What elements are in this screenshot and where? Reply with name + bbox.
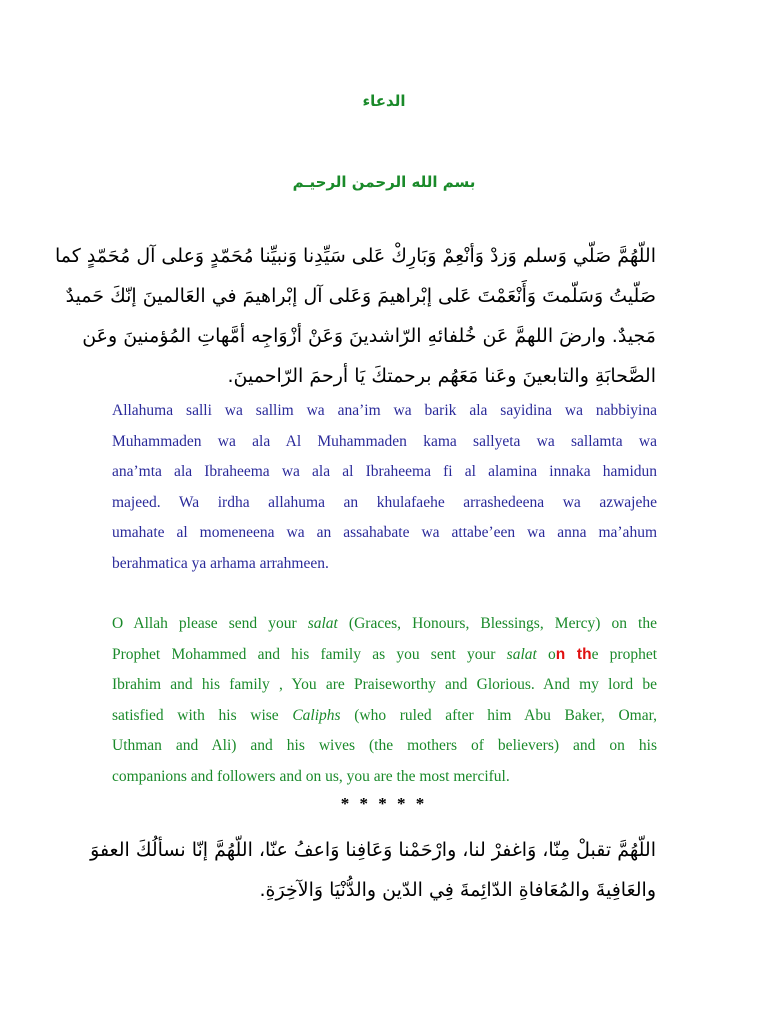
arabic-prayer [55,236,656,396]
arabic-dua-line: اللّهُمَّ تقبلْ مِنّا، وَاغفرْ لنا، وارْحَمْنا وَعَافِنا وَاعفُ عنّا، اللّهُمَّ إنّا نسألُكَ العفوَ [90,839,656,861]
transliteration-line: ana’mta ala Ibraheema wa ala al Ibraheema fi al alamina innaka hamidun [112,463,657,480]
caliphs-term: Caliphs [292,706,341,724]
english-line: Uthman and Ali) and his wives (the mothers of believers) and on his [112,737,657,754]
arabic-prayer-line: الصَّحابَةِ والتابعينَ وعَنا مَعَهُم برحمتكَ يَا أرحمَ الرّاحمينَ. [227,365,656,387]
red-highlight-text: n th [555,645,592,663]
transliteration-line: majeed. Wa irdha allahuma an khulafaehe arrashedeena wa azwajehe [112,493,657,511]
arabic-prayer-line: صَلّيتُ وَسَلّمتَ وَأَنْعَمْتَ عَلى إبْراهيمَ وَعَلى آل إبْراهيمَ في العَالمينَ إنّكَ حَميدٌ [65,285,656,307]
transliteration-line: umahate al momeneena wa an assahabate wa attabe’een wa anna ma’ahum [112,524,657,541]
arabic-prayer-line: اللّهُمَّ صَلّي وَسلم وَزدْ وَأنْعِمْ وَبَارِكْ عَلى سَيِّدِنا وَنبيِّنا مُحَمّدٍ وَعلى آل مُحَمّدٍ كما [55,245,656,267]
english-line: O Allah please send your salat (Graces, Honours, Blessings, Mercy) on the [112,615,657,632]
section-separator: * * * * * [340,794,428,813]
english-line: Ibrahim and his family , You are Praiseworthy and Glorious. And my lord be [112,676,657,693]
english-line: satisfied with his wise Caliphs (who ruled after him Abu Baker, Omar, [112,706,657,724]
salat-term: salat [506,645,537,663]
arabic-dua [90,830,656,910]
transliteration-line: berahmatica ya arhama arrahmeen. [112,554,329,572]
english-translation [112,609,657,792]
salat-term: salat [307,615,338,632]
transliteration-paragraph [112,396,657,579]
basmala-heading: بسم الله الرحمن الرحيـم [292,173,476,191]
transliteration-line: Muhammaden wa ala Al Muhammaden kama sallyeta wa sallamta wa [112,432,657,450]
arabic-dua-line: والعَافِيةَ والمُعَافاةِ الدّائِمةَ فِي الدّين والدُّنْيَا وَالآخِرَةِ. [259,879,656,901]
english-line: Prophet Mohammed and his family as you sent your salat on the prophet [112,645,658,663]
transliteration-line: Allahuma salli wa sallim wa ana’im wa barik ala sayidina wa nabbiyina [112,402,657,419]
page-title: الدعاء [362,92,406,110]
english-line: companions and followers and on us, you are the most merciful. [112,767,510,785]
arabic-prayer-line: مَجيدٌ. وارضَ اللهمَّ عَن خُلفائهِ الرّاشدينَ وَعَنْ أزْوَاجِه أمَّهاتِ المُؤمنينَ وعَن [82,325,656,347]
